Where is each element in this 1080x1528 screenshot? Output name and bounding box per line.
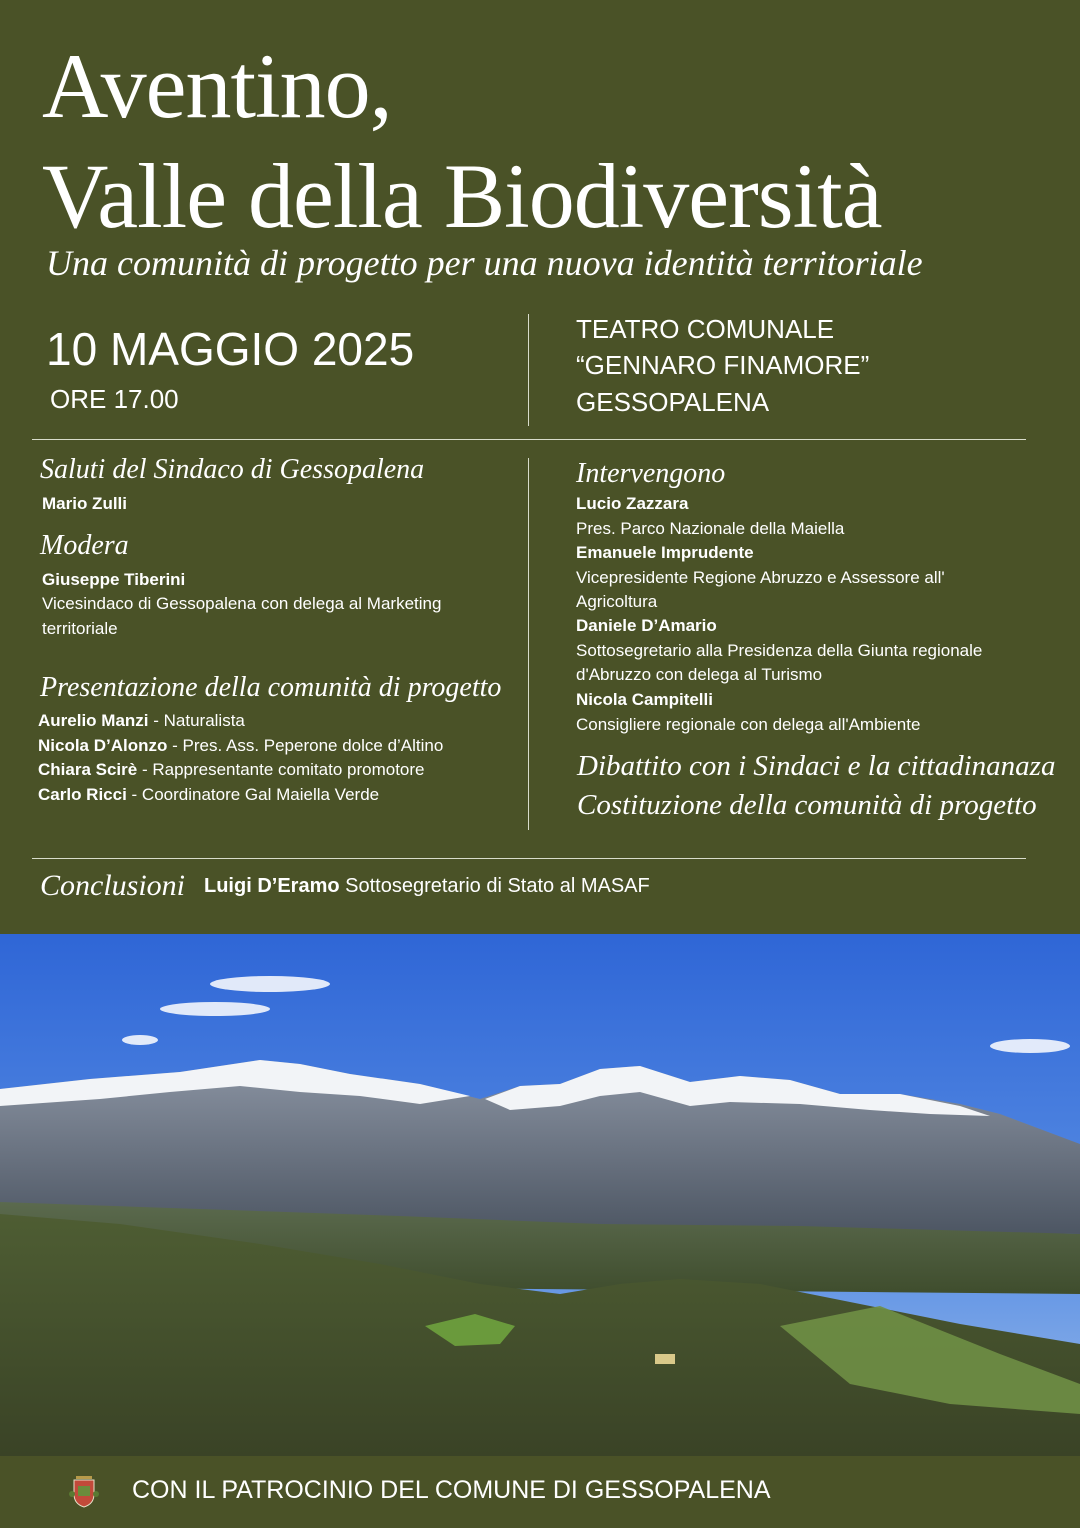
venue-line-3: GESSOPALENA (576, 387, 770, 417)
mountain-landscape-photo (0, 934, 1080, 1456)
column-divider (528, 458, 529, 830)
presenter-row (38, 783, 379, 808)
presenter-name: Carlo Ricci (38, 785, 127, 804)
intervengono-title: Intervengono (576, 458, 726, 489)
speaker-role: Pres. Parco Nazionale della Maiella (576, 519, 845, 538)
bottom-divider (32, 858, 1026, 859)
presenter-role: - Rappresentante comitato promotore (137, 760, 425, 779)
speaker-role: Agricoltura (576, 592, 658, 611)
title-line-1: Aventino, (42, 35, 392, 137)
title-line-2: Valle della Biodiversità (42, 145, 882, 247)
conclusioni-line (204, 875, 650, 898)
speaker-name: Daniele D’Amario (576, 616, 717, 635)
presenter-row (38, 709, 245, 734)
speaker-name: Emanuele Imprudente (576, 543, 754, 562)
saluti-name: Mario Zulli (42, 494, 127, 513)
presenter-row (38, 758, 425, 783)
presenter-role: - Coordinatore Gal Maiella Verde (126, 785, 380, 804)
presenter-role: - Naturalista (148, 711, 245, 730)
modera-title: Modera (40, 530, 129, 561)
venue-divider (528, 314, 529, 426)
patrocinio-text: CON IL PATROCINIO DEL COMUNE DI GESSOPALENA (132, 1476, 771, 1504)
speaker-role: Vicepresidente Regione Abruzzo e Assessore all' (576, 568, 945, 587)
speaker-role: Sottosegretario alla Presidenza della Giunta regionale (576, 641, 983, 660)
presentazione-title: Presentazione della comunità di progetto (40, 672, 502, 703)
speaker-name: Nicola Campitelli (576, 690, 713, 709)
saluti-title: Saluti del Sindaco di Gessopalena (40, 454, 425, 485)
event-time: ORE 17.00 (50, 384, 179, 414)
dibattito: Dibattito con i Sindaci e la cittadinanaza (577, 750, 1056, 782)
modera-name: Giuseppe Tiberini (42, 570, 186, 589)
conclusioni-role: Sottosegretario di Stato al MASAF (339, 875, 650, 897)
municipal-crest-icon (64, 1470, 104, 1510)
presenter-role: - Pres. Ass. Peperone dolce d’Altino (167, 736, 444, 755)
venue-line-1: TEATRO COMUNALE (576, 314, 835, 344)
speaker-name: Lucio Zazzara (576, 494, 689, 513)
presenter-name: Chiara Scirè (38, 760, 138, 779)
top-divider (32, 439, 1026, 440)
event-date: 10 MAGGIO 2025 (46, 323, 415, 375)
speaker-role: d'Abruzzo con delega al Turismo (576, 665, 823, 684)
presenter-row (38, 734, 443, 759)
costituzione: Costituzione della comunità di progetto (577, 789, 1037, 821)
presenter-name: Nicola D’Alonzo (38, 736, 168, 755)
speaker-role: Consigliere regionale con delega all'Ambiente (576, 715, 921, 734)
conclusioni-name: Luigi D’Eramo (204, 875, 340, 897)
modera-role-line-2: territoriale (42, 619, 118, 638)
presenter-name: Aurelio Manzi (38, 711, 149, 730)
venue-line-2: “GENNARO FINAMORE” (576, 350, 870, 380)
conclusioni-title: Conclusioni (40, 869, 186, 902)
subtitle: Una comunità di progetto per una nuova identità territoriale (46, 243, 923, 283)
modera-role-line-1: Vicesindaco di Gessopalena con delega al Marketing (42, 594, 442, 613)
